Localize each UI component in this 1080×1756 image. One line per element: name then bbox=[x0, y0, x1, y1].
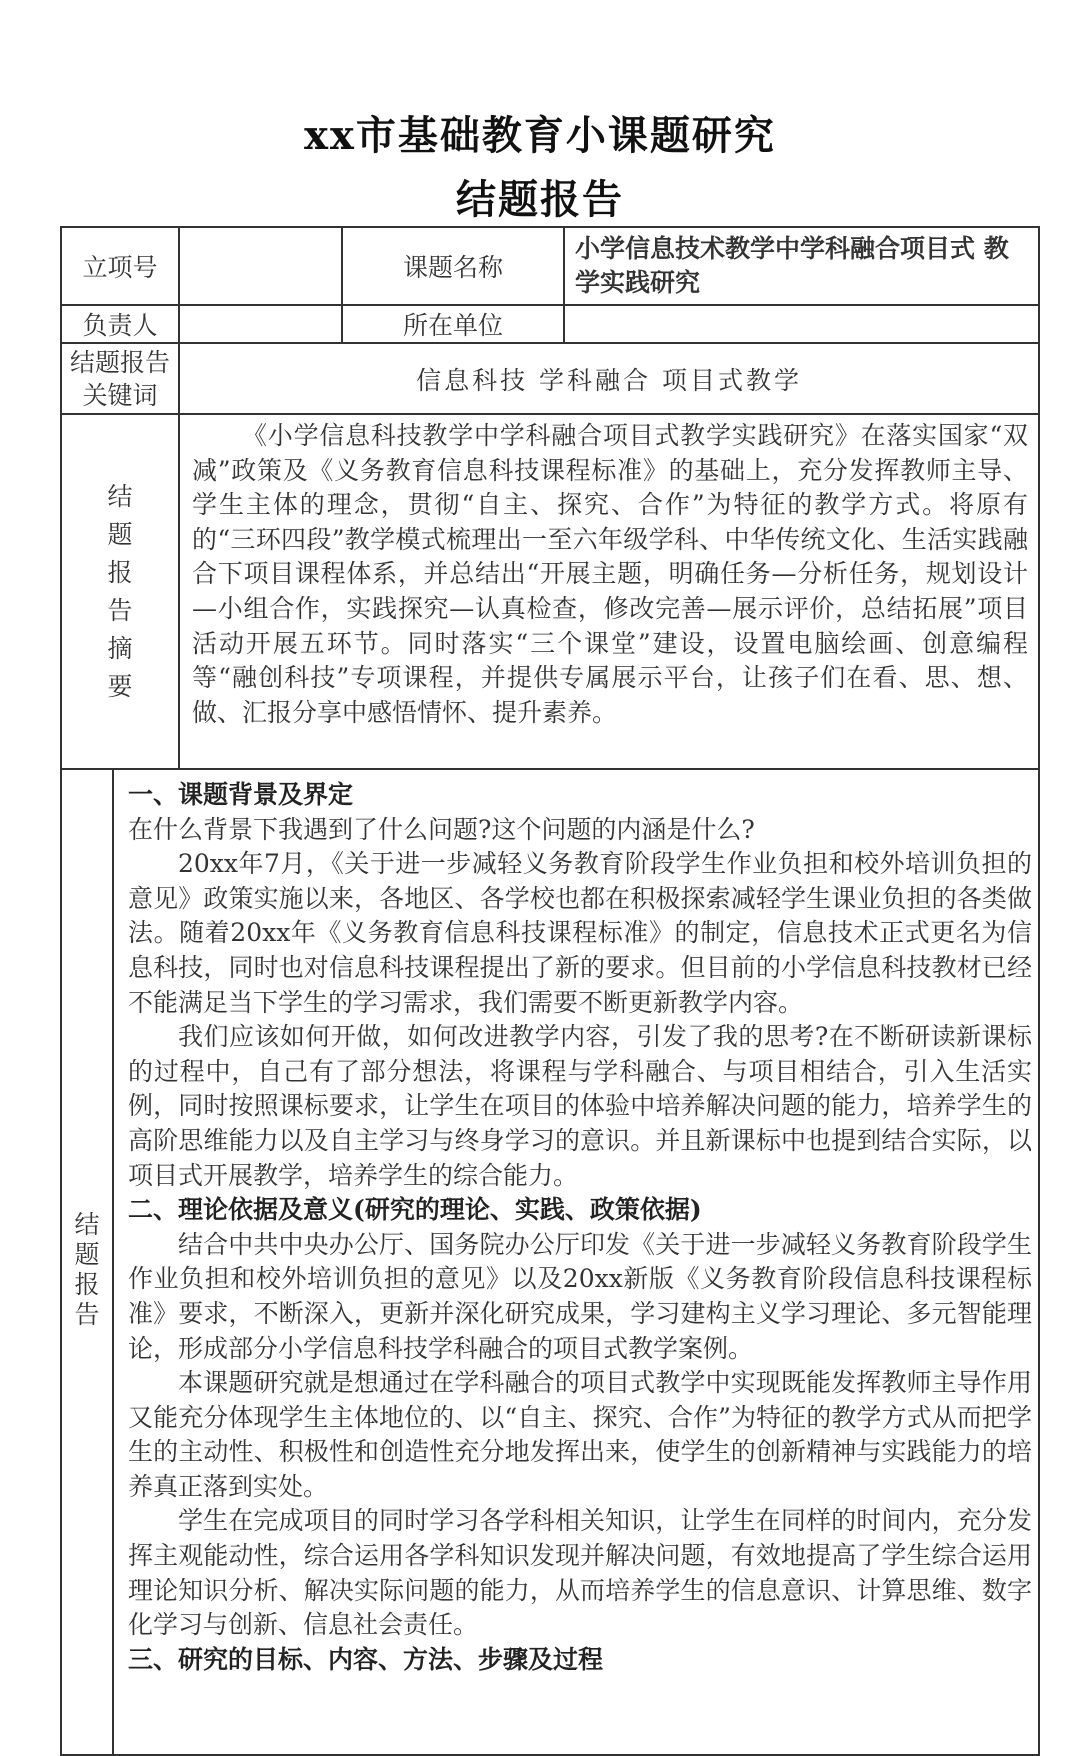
title-line-2: 结题报告 bbox=[456, 176, 624, 223]
section-question-1: 在什么背景下我遇到了什么问题?这个问题的内涵是什么? bbox=[128, 814, 755, 844]
paragraph-5: 学生在完成项目的同时学习各学科相关知识，让学生在同样的时间内，充分发挥主观能动性，综合运用各学科知识发现并解决问题，有效地提高了学生综合运用理论知识分析、解决实际问题的能力，从而培养学生的信息意识、计算思维、数字化学习与创新、信息社会责任。 bbox=[128, 1506, 1033, 1640]
section-heading-1: 一、课题背景及界定 bbox=[128, 780, 354, 809]
keywords-label: 结题报告关键词 bbox=[61, 343, 179, 414]
report-form-table bbox=[60, 226, 1040, 1756]
unit-label: 所在单位 bbox=[342, 305, 564, 343]
project-no-label: 立项号 bbox=[61, 227, 179, 305]
abstract-text-cell bbox=[179, 414, 1039, 769]
abstract-label: 结题报告摘要 bbox=[61, 414, 179, 769]
section-heading-3: 三、研究的目标、内容、方法、步骤及过程 bbox=[128, 1644, 604, 1674]
leader-label: 负责人 bbox=[61, 305, 179, 343]
project-name-label: 课题名称 bbox=[342, 227, 564, 305]
keywords-value: 信息科技 学科融合 项目式教学 bbox=[179, 343, 1039, 414]
report-label: 结题报告 bbox=[61, 769, 113, 1755]
project-name-value: 小学信息技术教学中学科融合项目式 教学实践研究 bbox=[564, 227, 1039, 305]
project-no-value bbox=[179, 227, 342, 305]
section-heading-2: 二、理论依据及意义(研究的理论、实践、政策依据) bbox=[128, 1195, 702, 1225]
paragraph-1: 20xx年7月，《关于进一步减轻义务教育阶段学生作业负担和校外培训负担的意见》政策实施以来，各地区、各学校也都在积极探索减轻学生课业负担的各类做法。随着20xx年《义务教育信息科技课程标准》的制定，信息技术正式更名为信息科技，同时也对信息科技课程提出了新的要求。但目前的小学信息科技教材已经不能满足当下学生的学习需求，我们需要不断更新教学内容。 bbox=[128, 849, 1033, 1017]
abstract-text: 《小学信息科技教学中学科融合项目式教学实践研究》在落实国家“双减”政策及《义务教育信息科技课程标准》的基础上，充分发挥教师主导、学生主体的理念，贯彻“自主、探究、合作”为特征的教学方式。将原有的“三环四段”教学模式梳理出一至六年级学科、中华传统文化、生活实践融合下项目课程体系，并总结出“开展主题，明确任务—分析任务，规划设计—小组合作，实践探究—认真检查，修改完善—展示评价，总结拓展”项目活动开展五环节。同时落实“三个课堂”建设，设置电脑绘画、创意编程等“融创科技”专项课程，并提供专属展示平台，让孩子们在看、思、想、做、汇报分享中感悟情怀、提升素养。 bbox=[192, 421, 1029, 727]
paragraph-4: 本课题研究就是想通过在学科融合的项目式教学中实现既能发挥教师主导作用又能充分体现学生主体地位的、以“自主、探究、合作”为特征的教学方式从而把学生的主动性、积极性和创造性充分地发挥出来，使学生的创新精神与实践能力的培养真正落到实处。 bbox=[128, 1368, 1033, 1501]
report-body bbox=[113, 769, 1039, 1755]
paragraph-3: 结合中共中央办公厅、国务院办公厅印发《关于进一步减轻义务教育阶段学生作业负担和校外培训负担的意见》以及20xx新版《义务教育阶段信息科技课程标准》要求，不断深入，更新并深化研究成果，学习建构主义学习理论、多元智能理论，形成部分小学信息科技学科融合的项目式教学案例。 bbox=[128, 1229, 1033, 1363]
leader-value bbox=[179, 305, 342, 343]
unit-value bbox=[564, 305, 1039, 343]
title-line-1: xx市基础教育小课题研究 bbox=[304, 112, 776, 159]
paragraph-2: 我们应该如何开做，如何改进教学内容，引发了我的思考?在不断研读新课标的过程中，自己有了部分想法，将课程与学科融合、与项目相结合，引入生活实例，同时按照课标要求，让学生在项目的体验中培养解决问题的能力，培养学生的高阶思维能力以及自主学习与终身学习的意识。并且新课标中也提到结合实际，以项目式开展教学，培养学生的综合能力。 bbox=[128, 1022, 1033, 1190]
